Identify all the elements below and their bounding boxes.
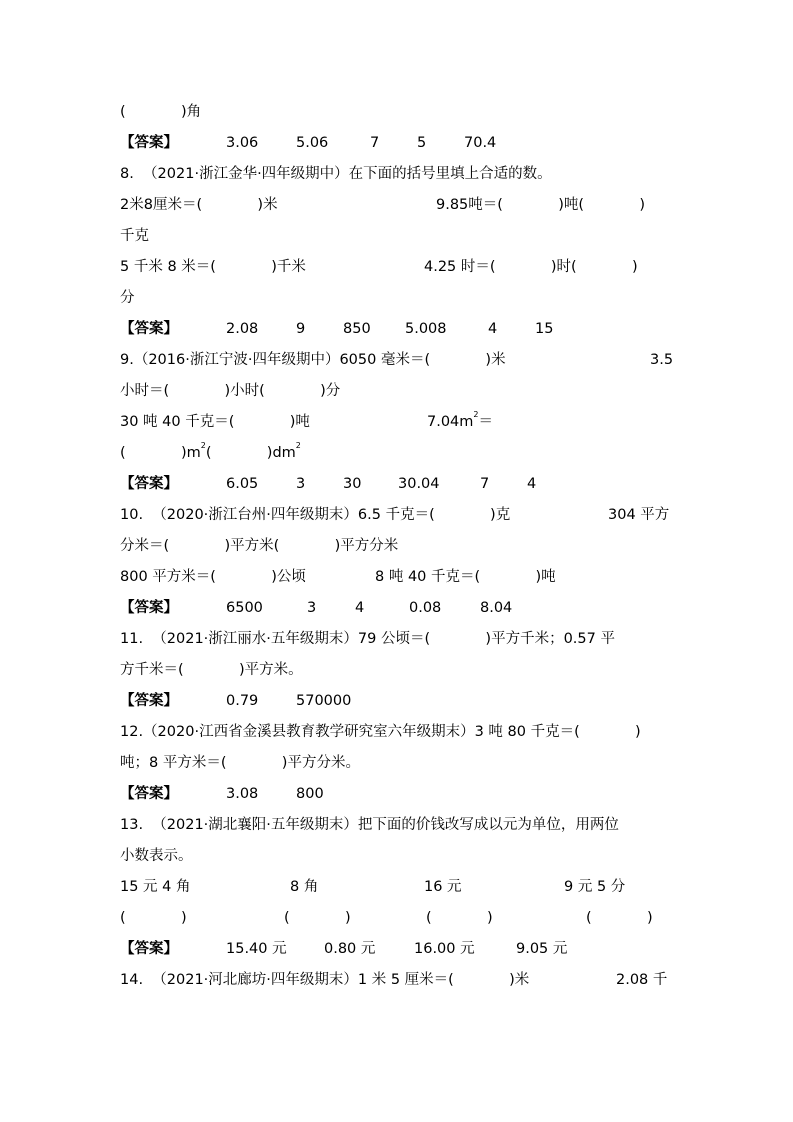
answer-value: 6500 [226,600,263,616]
answer-value: 2.08 [226,321,259,337]
question-text: 9.（2016·浙江宁波·四年级期中）6050 毫米＝( )米 [120,352,506,368]
answer-value: 0.08 [409,600,442,616]
answer-label: 【答案】 [120,786,178,802]
question-9-row-1 [0,349,793,371]
answer-row-8 [0,318,793,340]
question-text: 千克 [120,228,149,244]
question-12-row-2 [0,752,793,774]
question-text: 8 吨 40 千克＝( )吨 [375,569,556,585]
answer-label: 【答案】 [120,321,178,337]
answer-value: 6.05 [226,476,259,492]
question-text: 小数表示。 [120,848,193,864]
question-text: 2.08 千 [616,972,668,988]
answer-label: 【答案】 [120,693,178,709]
price-item: 8 角 [290,879,319,895]
answer-value: 5 [417,135,427,151]
question-9-row-4 [0,442,793,464]
answer-label: 【答案】 [120,941,178,957]
answer-label: 【答案】 [120,476,178,492]
answer-value: 850 [343,321,371,337]
question-11-row-2 [0,659,793,681]
answer-row-12 [0,783,793,805]
question-13-row-2 [0,845,793,867]
question-text: 分 [120,290,135,306]
question-text: 800 平方米＝( )公顷 [120,569,306,585]
answer-value: 4 [527,476,537,492]
answer-value: 7 [370,135,380,151]
answer-value: 5.008 [405,321,447,337]
question-text [427,411,493,433]
answer-row-9 [0,473,793,495]
question-14-row-1 [0,969,793,991]
answer-value: 4 [488,321,498,337]
question-8-row-1 [0,194,793,216]
question-9-row-3 [0,411,793,433]
answer-value: 4 [355,600,365,616]
equals-sign: ＝ [478,414,494,430]
line-1 [0,101,793,123]
question-text: 5 千米 8 米＝( )千米 [120,259,306,275]
price-item: 9 元 5 分 [564,879,626,895]
question-text: 分米＝( )平方米( )平方分米 [120,538,399,554]
answer-row-7 [0,132,793,154]
question-13-row-1 [0,814,793,836]
question-13-row-4 [0,907,793,929]
question-8-row-4 [0,287,793,309]
question-10-row-1 [0,504,793,526]
question-text: 3.5 [650,352,674,368]
answer-row-10 [0,597,793,619]
question-text: 304 平方 [608,507,670,523]
question-text: 10. （2020·浙江台州·四年级期末）6.5 千克＝( )克 [120,507,511,523]
answer-value: 570000 [296,693,352,709]
question-text: 14. （2021·河北廊坊·四年级期末）1 米 5 厘米＝( )米 [120,972,530,988]
question-text: 9.85吨＝( )吨( ) [436,197,646,213]
blank-text: ( )m [120,445,201,461]
answer-row-13 [0,938,793,960]
question-text: 4.25 时＝( )时( ) [424,259,638,275]
question-text: 13. （2021·湖北襄阳·五年级期末）把下面的价钱改写成以元为单位，用两位 [120,817,619,833]
superscript: 2 [295,441,301,450]
answer-value: 70.4 [464,135,497,151]
question-8-row-2 [0,225,793,247]
blank-text: ( )dm [205,445,296,461]
question-text: 2米8厘米＝( )米 [120,197,278,213]
answer-value: 30 [343,476,362,492]
answer-value: 0.80 元 [324,941,376,957]
question-10-row-3 [0,566,793,588]
answer-value: 3.06 [226,135,259,151]
unit-text: 7.04m [427,414,474,430]
answer-value: 8.04 [480,600,513,616]
question-text [120,442,301,464]
question-text: 11. （2021·浙江丽水·五年级期末）79 公顷＝( )平方千米；0.57 平 [120,631,615,647]
question-text: 吨；8 平方米＝( )平方分米。 [120,755,360,771]
question-text: 8. （2021·浙江金华·四年级期中）在下面的括号里填上合适的数。 [120,166,552,182]
superscript: 2 [473,410,479,419]
answer-value: 3.08 [226,786,259,802]
question-text: 小时＝( )小时( )分 [120,383,341,399]
question-10-row-2 [0,535,793,557]
answer-value: 800 [296,786,324,802]
answer-value: 30.04 [398,476,440,492]
answer-row-11 [0,690,793,712]
answer-blank: ( ) [284,910,351,926]
answer-blank: ( ) [120,910,187,926]
question-12-row-1 [0,721,793,743]
question-text: 方千米＝( )平方米。 [120,662,303,678]
question-text: 30 吨 40 千克＝( )吨 [120,414,310,430]
question-8-title [0,163,793,185]
answer-label: 【答案】 [120,600,178,616]
answer-value: 3 [307,600,317,616]
question-9-row-2 [0,380,793,402]
question-8-row-3 [0,256,793,278]
answer-blank-jiao: ( )角 [120,104,202,120]
answer-blank: ( ) [426,910,493,926]
answer-value: 5.06 [296,135,329,151]
answer-blank: ( ) [586,910,653,926]
answer-label: 【答案】 [120,135,178,151]
question-13-row-3 [0,876,793,898]
price-item: 15 元 4 角 [120,879,191,895]
answer-value: 7 [480,476,490,492]
price-item: 16 元 [424,879,462,895]
answer-value: 0.79 [226,693,259,709]
answer-value: 16.00 元 [414,941,475,957]
answer-value: 3 [296,476,306,492]
question-text: 12.（2020·江西省金溪县教育教学研究室六年级期末）3 吨 80 千克＝( ) [120,724,641,740]
answer-value: 9.05 元 [516,941,568,957]
answer-value: 9 [296,321,306,337]
question-11-row-1 [0,628,793,650]
superscript: 2 [200,441,206,450]
answer-value: 15.40 元 [226,941,287,957]
answer-value: 15 [535,321,554,337]
